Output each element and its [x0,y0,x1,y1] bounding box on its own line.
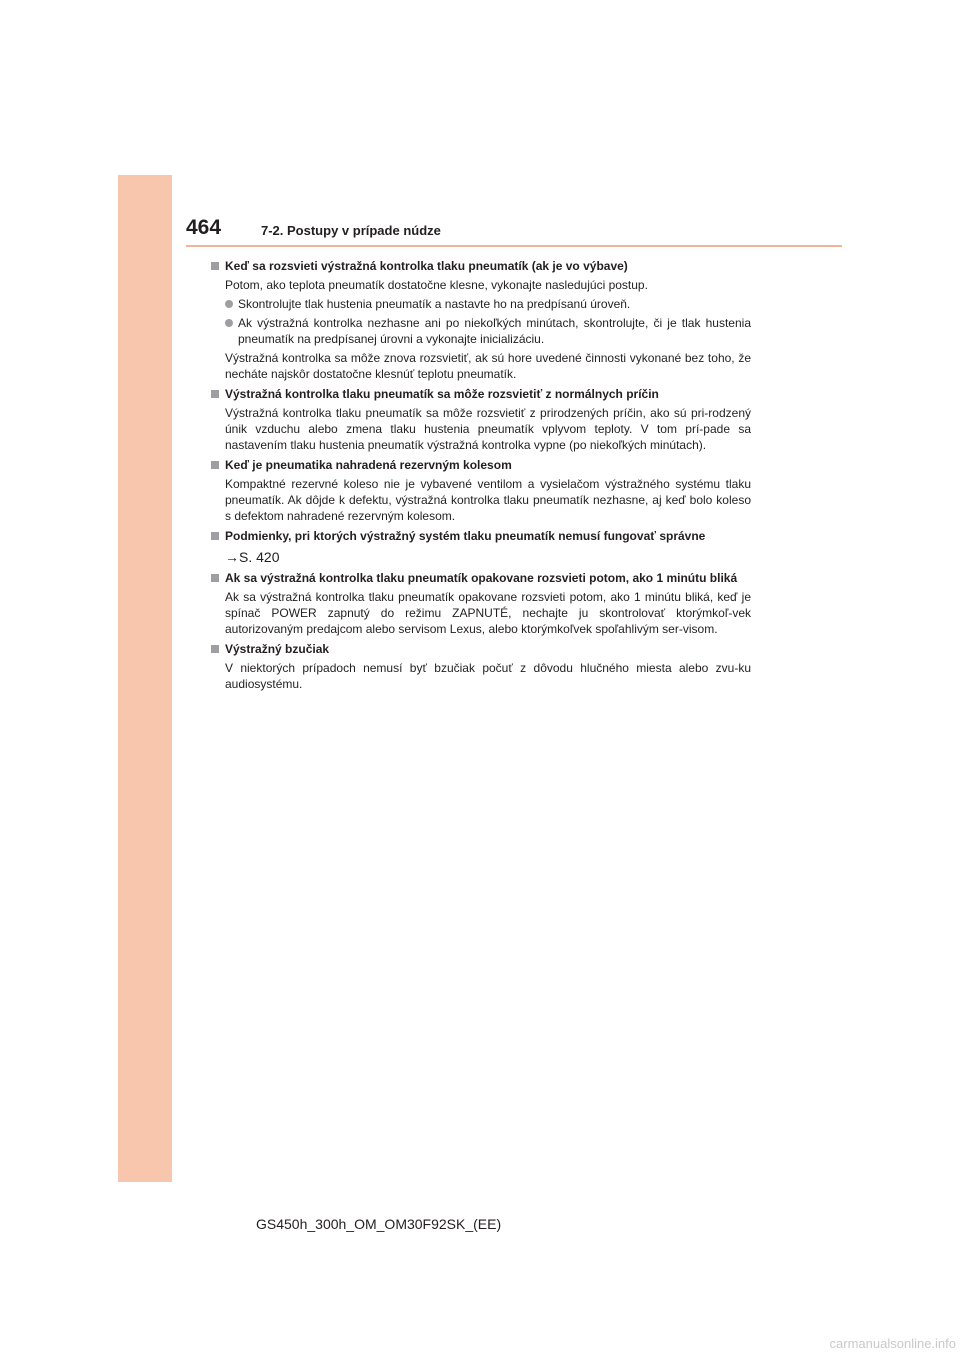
section-title: 7-2. Postupy v prípade núdze [261,223,441,238]
section-paragraph: Ak sa výstražná kontrolka tlaku pneumatík opakovane rozsvieti potom, ako 1 minútu bliká, keď je spínač POWER zapnutý do režimu ZAPNUTÉ, nechajte ju skontrolovať ktorýmkoľ-vek autorizovaným predajcom alebo servisom Lexus, alebo ktorýmkoľvek spoľahlivým ser-visom. [225,590,751,636]
section-paragraph: Potom, ako teplota pneumatík dostatočne klesne, vykonajte nasledujúci postup. [225,278,648,292]
section-paragraph: V niektorých prípadoch nemusí byť bzučiak počuť z dôvodu hlučného miesta alebo zvu-ku audiosystému. [225,661,751,691]
bullet-item [211,315,751,347]
page-reference-link[interactable]: →S. 420 [225,549,280,565]
section-heading-text: Výstražná kontrolka tlaku pneumatík sa môže rozsvietiť z normálnych príčin [225,387,659,401]
page-content [211,254,751,692]
page-header [186,214,842,246]
section-paragraph: Výstražná kontrolka tlaku pneumatík sa môže rozsvietiť z prirodzených príčin, ako sú pri-rodzený únik vzduchu alebo zmena tlaku hustenia pneumatík vplyvom teploty. V tom prí-pade sa nastavením tlaku hustenia pneumatík výstražná kontrolka vypne (po niekoľkých minútach). [225,406,751,452]
bullet-text: Skontrolujte tlak hustenia pneumatík a nastavte ho na predpísanú úroveň. [238,297,631,311]
section-paragraph: Výstražná kontrolka sa môže znova rozsvietiť, ak sú hore uvedené činnosti vykonané bez toho, že necháte najskôr dostatočne klesnúť teplotu pneumatík. [225,351,751,381]
page-number: 464 [186,216,222,239]
section-heading [211,258,751,274]
section-heading [211,641,751,657]
section-heading [211,570,751,586]
square-bullet-icon [211,574,219,582]
footer-doc-code: GS450h_300h_OM_OM30F92SK_(EE) [256,1216,502,1232]
watermark-text: carmanualsonline.info [829,1336,956,1351]
section-heading-text: Podmienky, pri ktorých výstražný systém tlaku pneumatík nemusí fungovať správne [225,529,706,543]
bullet-text: Ak výstražná kontrolka nezhasne ani po niekoľkých minútach, skontrolujte, či je tlak hustenia pneumatík na predpísanej úrovni a vykonajte inicializáciu. [238,316,751,346]
section-heading-text: Keď sa rozsvieti výstražná kontrolka tlaku pneumatík (ak je vo výbave) [225,259,628,273]
square-bullet-icon [211,262,219,270]
round-bullet-icon [225,300,233,308]
section-heading [211,386,751,402]
square-bullet-icon [211,390,219,398]
section-heading [211,528,751,544]
section-heading-text: Keď je pneumatika nahradená rezervným kolesom [225,458,512,472]
side-tab-band [118,175,172,1182]
section-heading-text: Ak sa výstražná kontrolka tlaku pneumatík opakovane rozsvieti potom, ako 1 minútu bliká [225,571,738,585]
section-heading [211,457,751,473]
section-heading-text: Výstražný bzučiak [225,642,330,656]
header-rule [186,245,842,247]
bullet-item [211,296,751,312]
round-bullet-icon [225,319,233,327]
square-bullet-icon [211,461,219,469]
section-paragraph: Kompaktné rezervné koleso nie je vybavené ventilom a vysielačom výstražného systému tlaku pneumatík. Ak dôjde k defektu, výstražná kontrolka tlaku pneumatík nezhasne, aj keď bolo koleso s defektom nahradené rezervným kolesom. [225,477,751,523]
square-bullet-icon [211,645,219,653]
square-bullet-icon [211,532,219,540]
